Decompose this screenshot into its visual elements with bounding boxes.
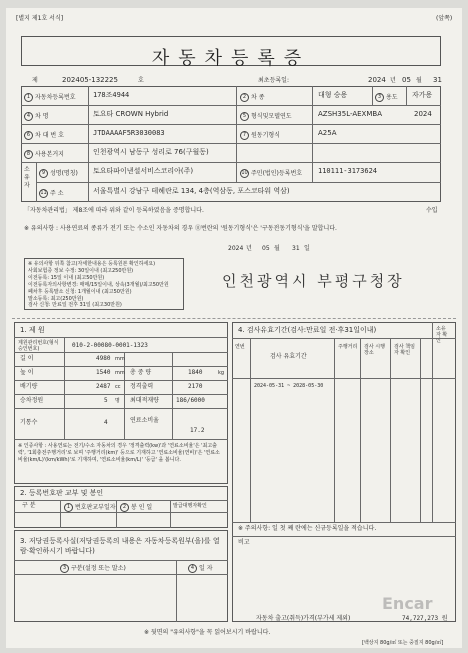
- insp-note: ※ 주의사항: 일 첫 째 란에는 신규등록일을 적습니다.: [238, 525, 377, 532]
- cert-label: 자동차 출고(취득)가격(부가세 제외): [256, 615, 351, 622]
- spec-label-mgmt: 제원관리번호(형식승인번호): [18, 340, 59, 352]
- reg-no-value: 178조4944: [93, 91, 130, 99]
- spec-label-load: 최대적재량: [130, 397, 159, 404]
- issue-year-suffix: 년: [246, 245, 252, 252]
- insp-col-period: 검사 유효기간: [270, 353, 307, 360]
- spec-gross-value: 1840: [188, 369, 203, 376]
- plate-col-agent: 발급대행자확인: [173, 503, 207, 509]
- issue-day-suffix: 일: [304, 245, 310, 252]
- insp-col-mileage: 주행거리: [338, 344, 358, 350]
- spec-displacement-value: 2487: [96, 383, 111, 390]
- unit-person: 명: [115, 398, 120, 404]
- spec-label-gross: 총 중 량: [130, 369, 152, 376]
- first-reg-label: 최초등록일:: [258, 77, 290, 84]
- insp-period-value: 2024-05-31 ~ 2028-05-30: [254, 383, 324, 389]
- corp-no-value: 110111-3173624: [318, 167, 378, 175]
- fine-print-line: 이전등록: 15일 이내 (최고50만원): [28, 275, 105, 281]
- issuer-name: 인천광역시 부평구청장: [222, 272, 405, 290]
- type-value: 대형 승용: [318, 91, 348, 99]
- title-box: [21, 36, 441, 69]
- label-type: 2 차 종: [240, 93, 265, 102]
- spec-seats-value: 5: [104, 397, 108, 404]
- vehicle-table: [21, 86, 441, 202]
- label-corp-no: 10 주민(법인)등록번호: [241, 170, 303, 177]
- declaration-text: 「자동차관리법」 제8조에 따라 위와 같이 등록하였음을 증명합니다.: [24, 207, 204, 214]
- spec-mgmt-value: 010-2-00080-0001-1323: [72, 342, 148, 349]
- label-vin: 6 차 대 번 호: [24, 131, 64, 140]
- fine-print-line: 검사 신청: 만료일 전후 31일 (최고30만원): [28, 302, 122, 308]
- specs-title: 1. 제 원: [20, 326, 45, 334]
- footer-note: ※ 뒷면의 "유의사항"을 꼭 읽어보시기 바랍니다.: [144, 629, 271, 636]
- plate-title: 2. 등록번호판 교부 및 봉인: [20, 489, 104, 497]
- label-reg-no: 1 자동차등록번호: [24, 93, 76, 102]
- price-value: 74,727,273 원: [402, 615, 448, 622]
- spec-length-value: 4980: [96, 355, 111, 362]
- fine-print-line: 말소등록: 최고(250만원): [28, 296, 84, 302]
- first-reg-month: 05: [402, 76, 411, 84]
- fine-print-line: 폐차후 등록말소 신청: 1개월이내 (최고50만원): [28, 289, 132, 295]
- specs-notes: ※ 인증사항 : 사용연료는 전기/수소 자동차의 경우 '정격출력(kw)'과 '연료소비율'은 '최고출력', '1회충전주행거리'로 보며 '주행거리(km)' 등으로 기재하고 '연료소비율(연비)'은 '연료소비율(km/L)'(km/kWh)'로 기재하며, '연료소비율(km/L)' '등급' 을 봅니다.: [18, 443, 220, 463]
- label-owner: 9 성명(명칭): [39, 169, 78, 178]
- issue-month-suffix: 월: [274, 245, 280, 252]
- spec-load-value: 186/6000: [176, 397, 205, 404]
- insp-col-no: 연번: [235, 344, 245, 350]
- fine-print-line: 이전등록자의사항변경: 매매/15일이내, 상속(3개월)/최고50만원: [28, 282, 169, 288]
- form-label: [별지 제1호 서식]: [16, 15, 64, 22]
- vin-value: JTDAAAAF5R3030083: [93, 129, 165, 137]
- label-base: 8 사용본거지: [24, 150, 64, 159]
- first-reg-year: 2024: [368, 76, 386, 84]
- label-name: 4 차 명: [24, 112, 49, 121]
- label-model: 5 형식및모델연도: [240, 112, 292, 121]
- notice-text: ※ 유의사항 : 사용연료의 종류가 전기 또는 수소인 자동차의 경우 ⑪번란의 '원동기형식'은 '구동전동기형식'을 말합니다.: [24, 225, 337, 232]
- spec-label-fuel-econ: 연료소비율: [130, 417, 159, 424]
- plate-col-type: 구 분: [22, 502, 36, 509]
- insp-col-place: 검사 시행장소: [364, 344, 385, 356]
- issue-day: 31: [292, 245, 300, 252]
- doc-no-suffix: 호: [138, 77, 144, 84]
- unit-cc: cc: [115, 384, 121, 390]
- name-value: 토요타 CROWN Hybrid: [93, 110, 169, 118]
- watermark-logo: Encar: [382, 594, 433, 613]
- engine-value: A25A: [318, 129, 337, 137]
- spec-label-cylinders: 기통수: [20, 419, 38, 426]
- label-use: 3 용도: [375, 93, 398, 102]
- mortgage-col-date: 4 일 자: [188, 564, 213, 573]
- paper-spec: [백상지 80g/㎡ 또는 중질지 80g/㎡]: [362, 640, 444, 646]
- side-label: (앞쪽): [436, 15, 453, 22]
- model-value: AZSH35L-AEXMBA: [318, 110, 382, 118]
- owner-side-label: 소유자: [24, 166, 30, 189]
- label-engine: 7 원동기형식: [240, 131, 280, 140]
- issue-year: 2024: [228, 245, 244, 252]
- first-reg-year-suffix: 년: [390, 77, 396, 84]
- fine-print-line: 사회보험증 정보 수정: 30일이내 (최고250만원): [28, 268, 134, 274]
- plate-col-date: 1 번호판교부일자: [64, 503, 116, 512]
- inspection-section: [232, 322, 456, 622]
- first-reg-day: 31: [433, 76, 442, 84]
- inspection-title: 4. 검사유효기간(검사:만료일 전·후31일이내): [238, 326, 377, 334]
- issue-month: 05: [262, 245, 270, 252]
- fee-label: 수입: [426, 207, 438, 214]
- spec-label-length: 길 이: [20, 355, 34, 362]
- label-address: 11 주 소: [40, 190, 64, 197]
- spec-output-value: 2170: [188, 383, 203, 390]
- spec-fuel-econ-value: 17.2: [190, 427, 205, 434]
- doc-number: 202405-132225: [62, 76, 118, 84]
- base-value: 인천광역시 남동구 성리로 76(구월동): [93, 148, 209, 156]
- insp-col-inspector: 검사 책임자 확인: [394, 344, 415, 356]
- owner-value: 토요타파이낸셜서비스코리아(주): [93, 167, 194, 175]
- mortgage-title: 3. 저당권등록사실(저당권등록의 내용은 자동차등록원부(을)를 열람·확인하시기 바랍니다): [20, 537, 220, 555]
- doc-no-prefix: 제: [32, 77, 38, 84]
- owner-confirm-label: 소유자 확인: [436, 326, 448, 344]
- first-reg-month-suffix: 월: [416, 77, 422, 84]
- unit-mm: mm: [115, 370, 125, 376]
- remarks-label: 비고: [238, 539, 250, 546]
- unit-mm: mm: [115, 356, 125, 362]
- plate-col-seal: 2 봉 인 일: [120, 503, 152, 512]
- spec-height-value: 1540: [96, 369, 111, 376]
- spec-cylinders-value: 4: [104, 419, 108, 426]
- spec-label-output: 정격출력: [130, 383, 154, 390]
- use-value: 자가용: [412, 91, 433, 99]
- model-year-value: 2024: [414, 110, 432, 118]
- spec-label-seats: 승차정원: [20, 397, 44, 404]
- spec-label-displacement: 배기량: [20, 383, 38, 390]
- address-value: 서울특별시 강남구 테헤란로 134, 4층(역삼동, 포스코타워 역삼): [93, 187, 290, 195]
- document-title: 자동차등록증: [151, 48, 311, 69]
- spec-label-height: 높 이: [20, 369, 34, 376]
- unit-kg: kg: [218, 370, 225, 376]
- fine-print-line: ※ 유의사항 뒤쪽 참고(자세한내용은 등록원본 확인하세요): [28, 261, 156, 267]
- mortgage-col-type: 3 구분(설정 또는 말소): [60, 564, 126, 573]
